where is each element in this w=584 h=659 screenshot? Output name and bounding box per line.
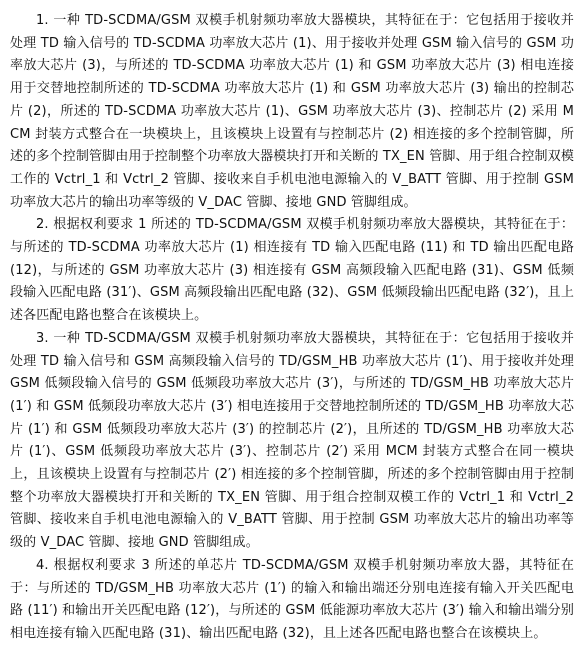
claim-3: 3. 一种 TD-SCDMA/GSM 双模手机射频功率放大器模块，其特征在于：它包括用于接收并处理 TD 输入信号和 GSM 高频段输入信号的 TD/GSM_HB 功率放大芯片 (1′)、用于接收并处理 GSM 低频段输入信号的 GSM 低频段功率放大芯片 (3′)，与所述的 TD/GSM_HB 功率放大芯片 (1′) 和 GSM 低频段功率放大芯片 (3′) 相电连接用于交替地控制所述的 TD/GSM_HB 功率放大芯片 (1′) 和 GSM 低频段功率放大芯片 (3′) 的控制芯片 (2′)，且所述的 TD/GSM_HB 功率放大芯片 (1′)、GSM 低频段功率放大芯片 (3′)、控制芯片 (2′) 采用 MCM 封装方式整合在同一模块上，且该模块上设置有与控制芯片 (2′) 相连接的多个控制管脚，所述的多个控制管脚由用于控制整个功率放大器模块打开和关断的 TX_EN 管脚、用于组合控制双模工作的 Vctrl_1 和 Vctrl_2 管脚、接收来自手机电池电源输入的 V_BATT 管脚、用于控制 GSM 功率放大芯片的输出功率等级的 V_DAC 管脚、接地 GND 管脚组成。 bbox=[10, 330, 574, 551]
claim-4: 4. 根据权利要求 3 所述的单芯片 TD-SCDMA/GSM 双模手机射频功率放大器，其特征在于：与所述的 TD/GSM_HB 功率放大芯片 (1′) 的输入和输出端还分别电连接有输入开关匹配电路 (11′) 和输出开关匹配电路 (12′)，与所述的 GSM 低能源功率放大芯片 (3′) 输入和输出端分别相电连接有输入匹配电路 (31)、输出匹配电路 (32)，且上述各匹配电路也整合在该模块上。 bbox=[10, 557, 574, 641]
claim-1: 1. 一种 TD-SCDMA/GSM 双模手机射频功率放大器模块，其特征在于：它包括用于接收并处理 TD 输入信号的 TD-SCDMA 功率放大芯片 (1)、用于接收并处理 GSM 输入信号的 GSM 功率放大芯片 (3)，与所述的 TD-SCDMA 功率放大芯片 (1) 和 GSM 功率放大芯片 (3) 相电连接用于交替地控制所述的 TD-SCDMA 功率放大芯片 (1) 和 GSM 功率放大芯片 (3) 输出的控制芯片 (2)，所述的 TD-SCDMA 功率放大芯片 (1)、GSM 功率放大芯片 (3)、控制芯片 (2) 采用 MCM 封装方式整合在一块模块上，且该模块上设置有与控制芯片 (2) 相连接的多个控制管脚，所述的多个控制管脚由用于控制整个功率放大器模块打开和关断的 TX_EN 管脚、用于组合控制双模工作的 Vctrl_1 和 Vctrl_2 管脚、接收来自手机电池电源输入的 V_BATT 管脚、用于控制 GSM 功率放大芯片的输出功率等级的 V_DAC 管脚、接地 GND 管脚组成。 bbox=[10, 13, 574, 210]
claim-2: 2. 根据权利要求 1 所述的 TD-SCDMA/GSM 双模手机射频功率放大器模块，其特征在于：与所述的 TD-SCDMA 功率放大芯片 (1) 相连接有 TD 输入匹配电路 (11) 和 TD 输出匹配电路 (12)，与所述的 GSM 功率放大芯片 (3) 相连接有 GSM 高频段输入匹配电路 (31)、GSM 低频段输入匹配电路 (31′)、GSM 高频段输出匹配电路 (32)、GSM 低频段输出匹配电路 (32′)，且上述各匹配电路也整合在该模块上。 bbox=[10, 217, 574, 324]
